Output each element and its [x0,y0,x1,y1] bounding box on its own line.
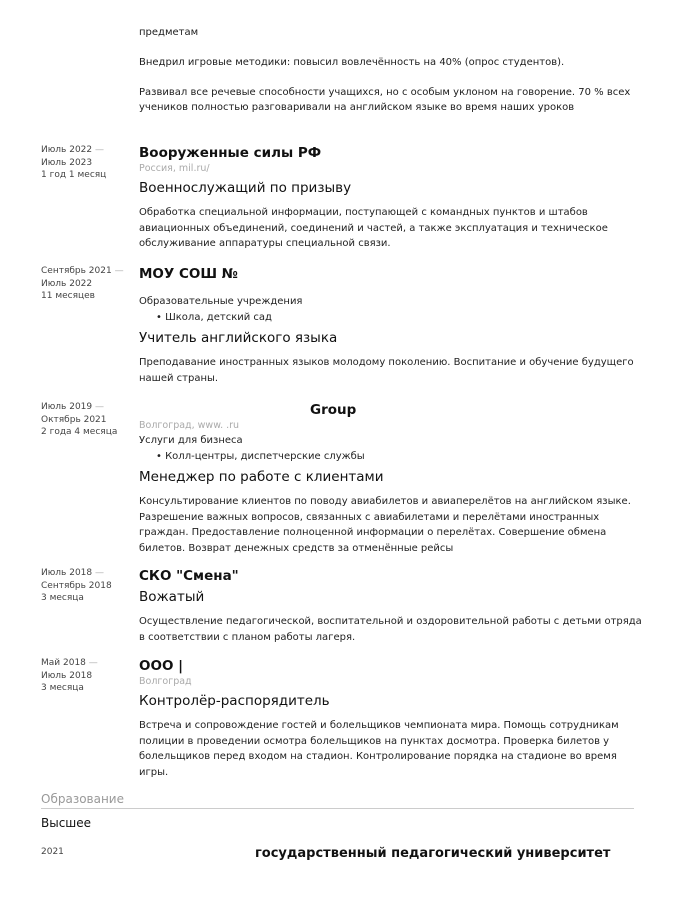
company-name: МОУ СОШ № [139,266,239,282]
job-position: Вожатый [139,589,205,605]
education-institution: государственный педагогический университет [255,846,611,861]
job-description: Встреча и сопровождение гостей и болельщиков чемпионата мира. Помощь сотрудникам полиции в проведении осмотра болельщиков на пунктах досмотра. Проверка билетов у болельщиков перед входом на стадион. Контролирование порядка на стадионе во время игры. [139,720,619,778]
job-duration: 2 года 4 месяца [41,427,118,437]
job-duration: 3 месяца [41,593,84,603]
job-dates: Июль 2022 — Июль 2023 1 год 1 месяц [41,144,136,182]
job-content [139,265,644,386]
company-location: Волгоград [139,676,192,687]
industry-item: • Школа, детский сад [156,310,644,326]
job-content [139,657,644,780]
job-dates: Сентябрь 2021 — Июль 2022 11 месяцев [41,265,136,303]
company-name: Вооруженные силы РФ [139,145,322,161]
job-content [139,567,644,645]
job-position: Менеджер по работе с клиентами [139,469,384,485]
company-industry [139,294,644,326]
industry-item: • Колл-центры, диспетчерские службы [156,449,644,465]
job-position: Контролёр-распорядитель [139,693,330,709]
job-duration: 11 месяцев [41,291,95,301]
job-duration: 3 месяца [41,683,84,693]
job-start: Сентябрь 2021 [41,266,112,276]
company-location: Волгоград, www. .ru [139,420,240,431]
job-duration: 1 год 1 месяц [41,170,107,180]
company-location: Россия, mil.ru/ [139,163,210,174]
job-end: Октябрь 2021 [41,414,107,425]
job-end: Июль 2023 [41,157,93,168]
company-name: ООО | [139,658,184,674]
company-name: СКО "Смена" [139,568,239,584]
job-dates: Июль 2018 — Сентябрь 2018 3 месяца [41,567,136,605]
job-position: Учитель английского языка [139,330,338,346]
job-description: Преподавание иностранных языков молодому поколению. Воспитание и обучение будущего нашей страны. [139,357,634,384]
job-end: Сентябрь 2018 [41,580,112,591]
job-content [139,401,644,556]
job-position: Военнослужащий по призыву [139,180,352,196]
job-content [139,144,644,252]
education-year: 2021 [41,847,64,857]
job-dates: Май 2018 — Июль 2018 3 месяца [41,657,136,695]
job-start: Июль 2018 [41,568,93,578]
job-end: Июль 2018 [41,670,93,681]
job-start: Июль 2022 [41,145,93,155]
education-level: Высшее [41,816,92,830]
intro-line: предметам [139,27,199,38]
job-end: Июль 2022 [41,278,93,289]
intro-line: Развивал все речевые способности учащихся, но с особым уклоном на говорение. 70 % всех учеников полностью разговаривали на английском языке во время наших уроков [139,87,631,113]
job-dates: Июль 2019 — Октябрь 2021 2 года 4 месяца [41,401,136,439]
company-name: Group [310,402,357,418]
job-start: Май 2018 [41,658,86,668]
job-start: Июль 2019 [41,402,93,412]
job-description: Обработка специальной информации, поступающей с командных пунктов и штабов авиационных объединений, соединений и частей, а также эксплуатация и техническое обслуживание аппаратуры специальной связи. [139,207,608,249]
job-description: Осуществление педагогической, воспитательной и оздоровительной работы с детьми отряда в соответствии с планом работы лагеря. [139,616,642,643]
job-description: Консультирование клиентов по поводу авиабилетов и авиаперелётов на английском языке. Разрешение важных вопросов, связанных с авиабилетами и перелётами иностранных граждан. Предоставление полноценной информации о перелётах. Совершение обмена билетов. Возврат денежных средств за отменённые рейсы [139,496,631,554]
industry-name: Услуги для бизнеса [139,435,243,446]
intro-line: Внедрил игровые методики: повысил вовлечённость на 40% (опрос студентов). [139,57,565,68]
company-industry [139,433,644,465]
education-section-title: Образование [41,792,634,809]
industry-name: Образовательные учреждения [139,296,303,307]
